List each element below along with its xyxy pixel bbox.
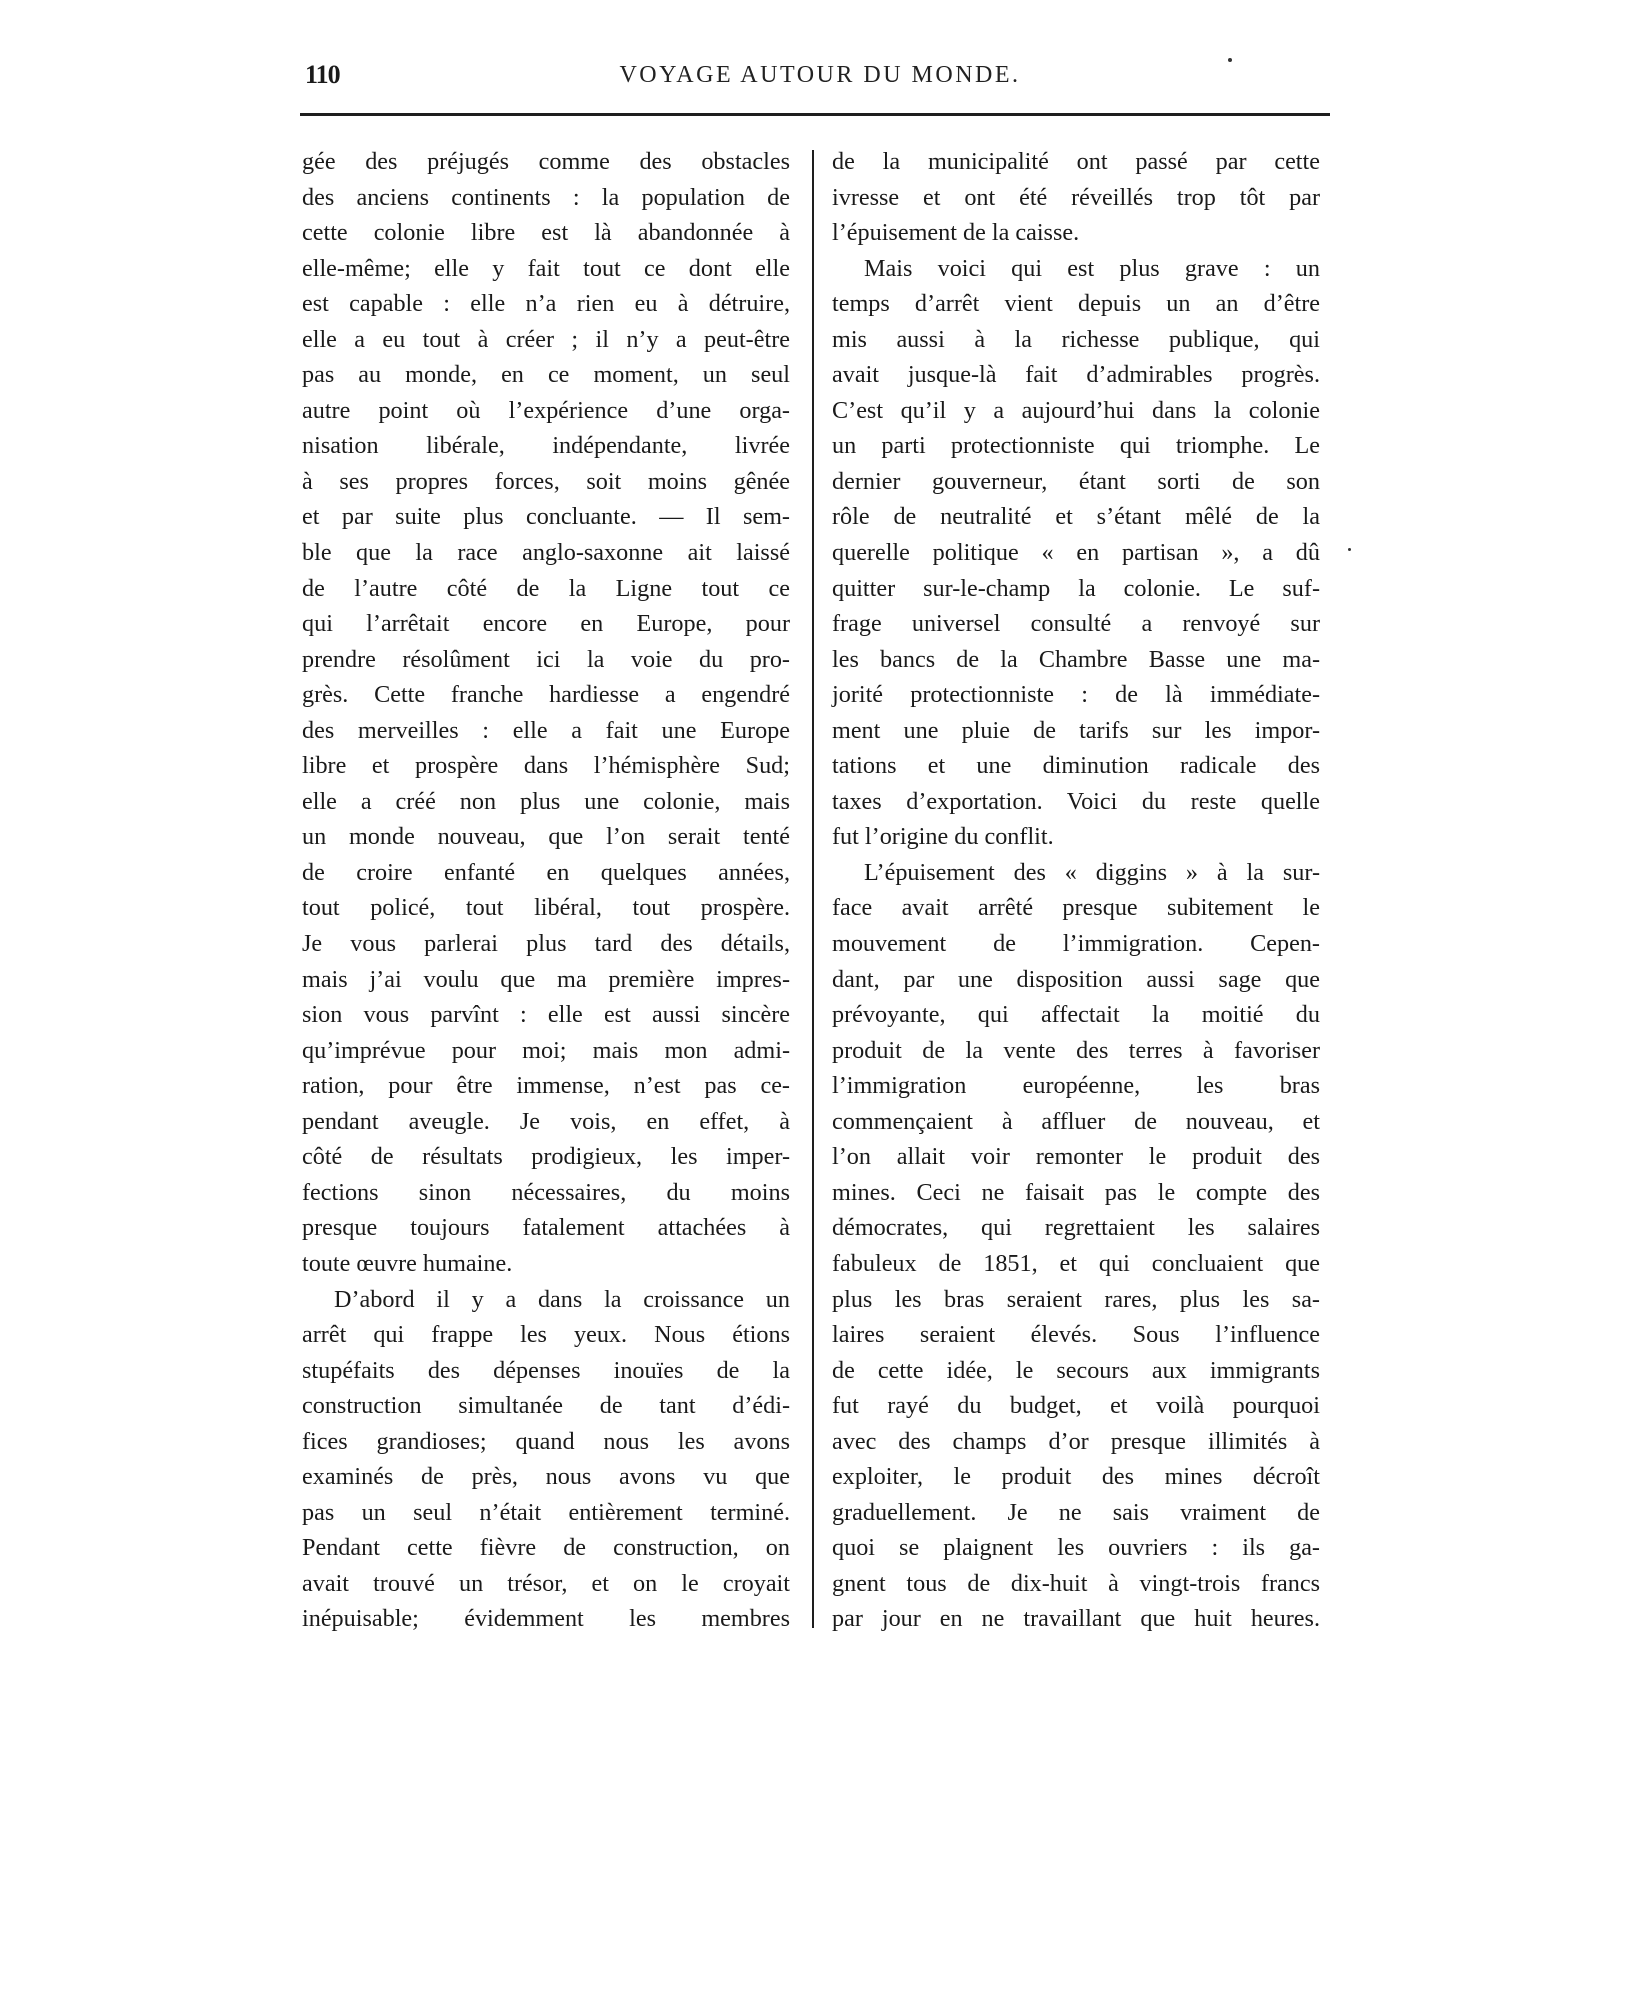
column-rule [812, 150, 814, 1628]
text-line: avait trouvé un trésor, et on le croyait [302, 1569, 790, 1597]
text-line: ble que la race anglo-saxonne ait laissé [302, 539, 790, 567]
text-line: ment une pluie de tarifs sur les impor- [832, 716, 1320, 744]
text-line: démocrates, qui regrettaient les salaires [832, 1214, 1320, 1242]
text-line: elle a créé non plus une colonie, mais [302, 787, 790, 815]
text-line: un monde nouveau, que l’on serait tenté [302, 823, 790, 851]
text-line: dant, par une disposition aussi sage que [832, 965, 1320, 993]
text-line: stupéfaits des dépenses inouïes de la [302, 1356, 790, 1384]
text-line: gée des préjugés comme des obstacles [302, 148, 790, 175]
text-line: tations et une diminution radicale des [832, 752, 1320, 780]
text-line: toute œuvre humaine. [302, 1249, 513, 1277]
text-line: sion vous parvînt : elle est aussi sincère [302, 1001, 790, 1029]
text-line: à ses propres forces, soit moins gênée [302, 467, 790, 495]
text-column-right [832, 144, 1320, 1637]
text-line: l’épuisement de la caisse. [832, 219, 1080, 247]
text-line: pas un seul n’était entièrement terminé. [302, 1498, 790, 1526]
text-line: l’immigration européenne, les bras [832, 1072, 1320, 1100]
text-line: produit de la vente des terres à favoriser [832, 1036, 1320, 1064]
text-line: Mais voici qui est plus grave : un [864, 254, 1320, 282]
text-line: jorité protectionniste : de là immédiate- [832, 681, 1320, 709]
text-line: quitter sur-le-champ la colonie. Le suf- [832, 574, 1320, 602]
text-line: cette colonie libre est là abandonnée à [302, 219, 790, 247]
text-line: L’épuisement des « diggins » à la sur- [864, 858, 1320, 886]
text-line: qu’imprévue pour moi; mais mon admi- [302, 1036, 790, 1064]
text-line: fections sinon nécessaires, du moins [302, 1178, 790, 1206]
text-line: l’on allait voir remonter le produit des [832, 1143, 1320, 1171]
text-line: ration, pour être immense, n’est pas ce- [302, 1072, 790, 1100]
text-line: mines. Ceci ne faisait pas le compte des [832, 1178, 1320, 1206]
text-line: exploiter, le produit des mines décroît [832, 1463, 1320, 1491]
text-line: Pendant cette fièvre de construction, on [302, 1534, 790, 1562]
running-title: VOYAGE AUTOUR DU MONDE. [619, 62, 1021, 88]
text-line: mis aussi à la richesse publique, qui [832, 325, 1320, 353]
text-line: de cette idée, le secours aux immigrants [832, 1356, 1320, 1384]
text-line: elle a eu tout à créer ; il n’y a peut-être [302, 325, 790, 353]
text-line: presque toujours fatalement attachées à [302, 1214, 790, 1242]
text-line: taxes d’exportation. Voici du reste quelle [832, 787, 1320, 815]
text-line: commençaient à affluer de nouveau, et [832, 1107, 1320, 1135]
scan-speck [1228, 58, 1232, 62]
text-line: pas au monde, en ce moment, un seul [302, 361, 790, 389]
text-column-left [302, 144, 790, 1637]
text-line: avait jusque-là fait d’admirables progrès. [832, 361, 1320, 389]
text-line: fabuleux de 1851, et qui concluaient que [832, 1249, 1320, 1277]
text-line: examinés de près, nous avons vu que [302, 1463, 790, 1491]
text-line: tout policé, tout libéral, tout prospère. [302, 894, 790, 922]
text-line: est capable : elle n’a rien eu à détruire, [302, 290, 790, 318]
text-line: de croire enfanté en quelques années, [302, 858, 790, 886]
text-line: autre point où l’expérience d’une orga- [302, 396, 790, 424]
text-line: de la municipalité ont passé par cette [832, 148, 1320, 175]
text-line: fut l’origine du conflit. [832, 823, 1054, 851]
text-line: fut rayé du budget, et voilà pourquoi [832, 1392, 1320, 1420]
text-line: de l’autre côté de la Ligne tout ce [302, 574, 790, 602]
text-line: côté de résultats prodigieux, les imper- [302, 1143, 790, 1171]
text-line: des anciens continents : la population de [302, 183, 790, 211]
text-line: fices grandioses; quand nous les avons [302, 1427, 790, 1455]
text-line: libre et prospère dans l’hémisphère Sud; [302, 752, 790, 780]
text-line: qui l’arrêtait encore en Europe, pour [302, 610, 790, 638]
text-line: Je vous parlerai plus tard des détails, [302, 930, 790, 958]
scan-speck [1348, 548, 1351, 551]
text-line: un parti protectionniste qui triomphe. Le [832, 432, 1320, 460]
text-line: quoi se plaignent les ouvriers : ils ga- [832, 1534, 1320, 1562]
text-line: inépuisable; évidemment les membres [302, 1605, 790, 1633]
text-line: gnent tous de dix-huit à vingt-trois francs [832, 1569, 1320, 1597]
text-line: prévoyante, qui affectait la moitié du [832, 1001, 1320, 1029]
text-line: mais j’ai voulu que ma première impres- [302, 965, 790, 993]
text-line: graduellement. Je ne sais vraiment de [832, 1498, 1320, 1526]
text-line: prendre résolûment ici la voie du pro- [302, 645, 790, 673]
text-line: grès. Cette franche hardiesse a engendré [302, 681, 790, 709]
text-line: elle-même; elle y fait tout ce dont elle [302, 254, 790, 282]
text-line: avec des champs d’or presque illimités à [832, 1427, 1320, 1455]
text-line: D’abord il y a dans la croissance un [334, 1285, 790, 1313]
text-line: face avait arrêté presque subitement le [832, 894, 1320, 922]
text-line: ivresse et ont été réveillés trop tôt par [832, 183, 1320, 211]
text-line: les bancs de la Chambre Basse une ma- [832, 645, 1320, 673]
text-line: C’est qu’il y a aujourd’hui dans la colonie [832, 396, 1320, 424]
text-line: laires seraient élevés. Sous l’influence [832, 1321, 1320, 1349]
page-number: 110 [305, 60, 340, 89]
text-line: pendant aveugle. Je vois, en effet, à [302, 1107, 790, 1135]
text-line: et par suite plus concluante. — Il sem- [302, 503, 790, 531]
text-line: mouvement de l’immigration. Cepen- [832, 930, 1320, 958]
text-line: dernier gouverneur, étant sorti de son [832, 467, 1320, 495]
text-line: plus les bras seraient rares, plus les sa- [832, 1285, 1320, 1313]
text-line: nisation libérale, indépendante, livrée [302, 432, 790, 460]
text-line: par jour en ne travaillant que huit heures. [832, 1605, 1320, 1633]
text-line: rôle de neutralité et s’étant mêlé de la [832, 503, 1320, 531]
header-rule [300, 113, 1330, 116]
text-line: des merveilles : elle a fait une Europe [302, 716, 790, 744]
text-line: frage universel consulté a renvoyé sur [832, 610, 1320, 638]
text-line: temps d’arrêt vient depuis un an d’être [832, 290, 1320, 318]
text-line: querelle politique « en partisan », a dû [832, 539, 1320, 567]
text-line: arrêt qui frappe les yeux. Nous étions [302, 1321, 790, 1349]
text-line: construction simultanée de tant d’édi- [302, 1392, 790, 1420]
